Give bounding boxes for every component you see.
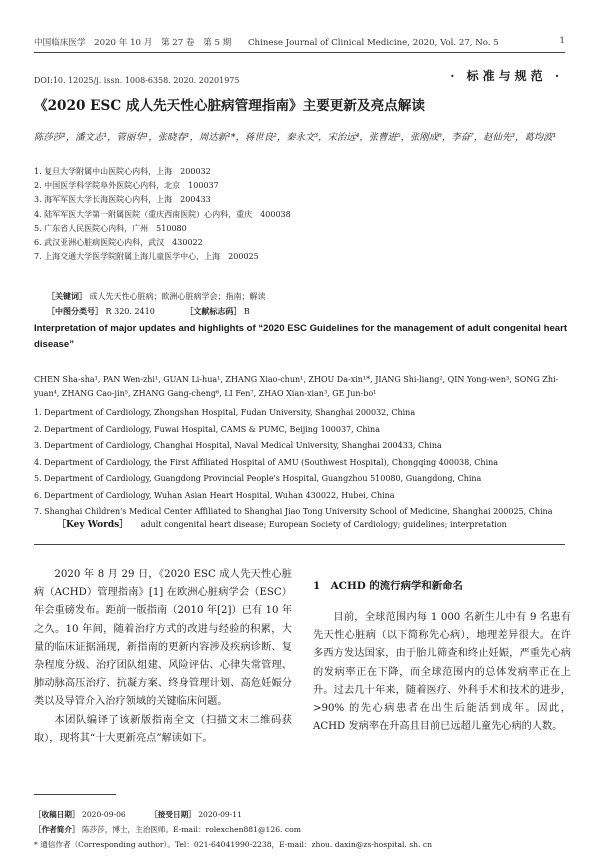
classification bbox=[47, 306, 250, 317]
footnotes bbox=[34, 808, 432, 852]
title-cn: 《2020 ESC 成人先天性心脏病管理指南》主要更新及亮点解读 bbox=[34, 98, 425, 114]
affiliation-cn: 4. 陆军军医大学第一附属医院（重庆西南医院）心内科，重庆 400038 bbox=[34, 209, 291, 219]
keywords-en-text: adult congenital heart disease; European Society of Cardiology; guidelines; interpretation bbox=[140, 520, 507, 529]
affiliation-cn: 7. 上海交通大学医学院附属上海儿童医学中心，上海 200025 bbox=[34, 252, 259, 262]
journal-en: Chinese Journal of Clinical Medicine, 2020, Vol. 27, No. 5 bbox=[247, 38, 499, 48]
doi: DOI:10. 12025/j. issn. 1008-6358. 2020. 20201975 bbox=[34, 76, 240, 85]
title-en: Interpretation of major updates and highlights of “2020 ESC Guidelines for the management of adult congenital heart disease” bbox=[34, 323, 568, 350]
affiliation-en: 7. Shanghai Children's Medical Center Affiliated to Shanghai Jiao Tong University School of Medicine, Shanghai 200025, China bbox=[34, 507, 553, 516]
keywords-en bbox=[57, 517, 507, 530]
accepted-label: ［接受日期］ bbox=[150, 810, 196, 819]
section-tag: · 标准与规范 · bbox=[450, 69, 563, 83]
keywords-cn-text: 成人先天性心脏病；欧洲心脏病学会；指南；解读 bbox=[89, 292, 266, 301]
abstract-rule bbox=[34, 544, 565, 545]
author-intro-label: ［作者简介］ bbox=[34, 824, 80, 834]
corresponding-author: * 通信作者（Corresponding author）。Tel：021-64041990-2238，E-mail：zhou. daxin@zs-hospital. sh. cn bbox=[34, 839, 433, 849]
affiliation-en: 1. Department of Cardiology, Zhongshan Hospital, Fudan University, Shanghai 200032, China bbox=[34, 408, 416, 417]
received-label: ［收稿日期］ bbox=[34, 810, 80, 819]
body-left-column bbox=[34, 566, 292, 748]
doc-code-value: B bbox=[243, 307, 250, 316]
authors-cn: 陈莎莎¹，潘文志¹，管丽华¹，张晓春¹，周达新¹*，蒋世良²，秦永文³，宋治远⁴，张曹进⁵，张刚成⁶，李奋⁷，赵仙先³，葛均波¹ bbox=[34, 132, 557, 143]
affiliation-cn: 3. 海军军医大学长海医院心内科，上海 200433 bbox=[34, 195, 211, 205]
body-paragraph: 2020 年 8 月 29 日，《2020 ESC 成人先天性心脏病（ACHD）管理指南》[1] 在欧洲心脏病学会（ESC）年会重磅发布。距前一版指南（2010 年[2]）已有 10 年之久。10 年间，随着治疗方式的改进与经验的积累，大量的临床证据涌现，新指南的更新内容涉及疾病诊断、复杂程度分级、治疗团队组建、风险评估、心律失常管理、肺动脉高压治疗、抗凝方案、终身管理计划、高危妊娠分类以及导管介入治疗领域的关键临床问题。 bbox=[34, 569, 292, 708]
section-heading: 1 ACHD 的流行病学和新命名 bbox=[313, 580, 463, 592]
clc-value: R 320. 2410 bbox=[105, 307, 155, 316]
body-right-column bbox=[313, 609, 571, 736]
affiliation-en: 6. Department of Cardiology, Wuhan Asian Heart Hospital, Wuhan 430022, Hubei, China bbox=[34, 490, 395, 500]
page-number: 1 bbox=[559, 36, 565, 46]
journal-cn: 中国临床医学 2020 年 10 月 第 27 卷 第 5 期 bbox=[34, 38, 232, 48]
affiliation-cn: 2. 中国医学科学院阜外医院心内科，北京 100037 bbox=[34, 181, 219, 191]
received-date: 2020-09-06 bbox=[81, 810, 126, 819]
affiliations-en bbox=[34, 405, 574, 521]
affiliation-cn: 6. 武汉亚洲心脏病医院心内科，武汉 430022 bbox=[34, 238, 203, 248]
keywords-cn-label: ［关键词］ bbox=[47, 291, 87, 301]
affiliation-en: 4. Department of Cardiology, the First Affiliated Hospital of AMU (Southwest Hospital), Chongqing 400038, China bbox=[34, 457, 499, 467]
affiliation-cn: 1. 复旦大学附属中山医院心内科，上海 200032 bbox=[34, 167, 211, 176]
affiliation-en: 3. Department of Cardiology, Changhai Hospital, Naval Medical University, Shanghai 200433, China bbox=[34, 441, 442, 450]
clc-label: ［中图分类号］ bbox=[47, 306, 103, 316]
affiliation-cn: 5. 广东省人民医院心内科，广州 510080 bbox=[34, 223, 187, 233]
keywords-en-label: ［Key Words］ bbox=[57, 520, 129, 530]
author-intro: 陈莎莎，博士，主治医师。E-mail：rolexchen881@126. com bbox=[81, 824, 301, 834]
authors-en: CHEN Sha-sha¹, PAN Wen-zhi¹, GUAN Li-hua¹, ZHANG Xiao-chun¹, ZHOU Da-xin¹*, JIANG Shi-liang², QIN Yong-wen³, SONG Zhi-yuan⁴, ZHANG Cao-jin⁵, ZHANG Gang-cheng⁶, LI Fen⁷, ZHAO Xian-xian³, GE Jun-bo¹ bbox=[34, 375, 559, 399]
affiliation-en: 5. Department of Cardiology, Guangdong Provincial People's Hospital, Guangzhou 510080, Guangdong, China bbox=[34, 474, 482, 483]
header-rule bbox=[34, 52, 565, 53]
body-paragraph: 本团队编译了该新版指南全文（扫描文末二维码获取），现将其“十大更新亮点”解读如下。 bbox=[34, 714, 292, 744]
body-paragraph: 目前，全球范围内每 1 000 名新生儿中有 9 名患有先天性心脏病（以下简称先心病），地理差异很大。在许多西方发达国家，由于胎儿筛查和终止妊娠，严重先心病的发病率正在下降，而全球范围内的总体发病率正在上升。过去几十年来，随着医疗、外科手术和技术的进步，>90% 的先心病患者在出生后能活到成年。因此，ACHD 发病率在升高且目前已远超儿童先心病的人数。 bbox=[313, 612, 571, 733]
footnote-rule bbox=[34, 794, 116, 795]
running-header bbox=[34, 36, 565, 48]
affiliations-cn bbox=[34, 165, 291, 264]
accepted-date: 2020-09-11 bbox=[198, 810, 242, 819]
doc-code-label: ［文献标志码］ bbox=[185, 306, 242, 316]
affiliation-en: 2. Department of Cardiology, Fuwai Hospital, CAMS & PUMC, Beijing 100037, China bbox=[34, 424, 380, 434]
keywords-cn bbox=[47, 291, 266, 302]
